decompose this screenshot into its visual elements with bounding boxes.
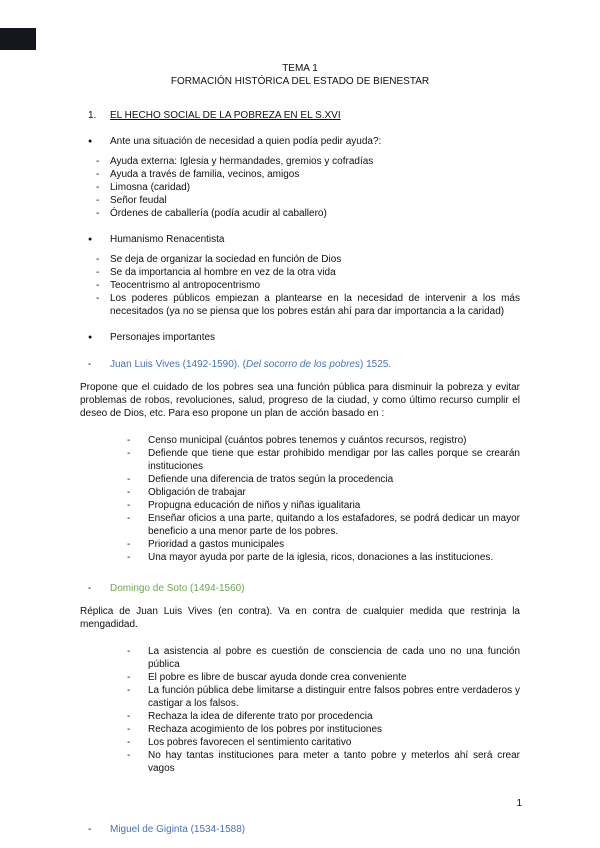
list-item: [80, 538, 520, 551]
list-item-text: Los pobres favorecen el sentimiento caritativo: [148, 737, 352, 748]
list-item: [80, 266, 520, 279]
bullet-heading-row-help: [80, 135, 520, 148]
list-item-text: Una mayor ayuda por parte de la iglesia, ricos, donaciones a las instituciones.: [148, 552, 494, 563]
list-item: [80, 486, 520, 499]
list-item-text: Señor feudal: [110, 195, 167, 206]
dash-marker: -: [96, 293, 100, 304]
list-item-text: Propugna educación de niños y niñas igualitaria: [148, 500, 361, 511]
dash-marker: -: [127, 646, 131, 657]
list-item-text: Órdenes de caballería (podía acudir al caballero): [110, 208, 327, 219]
list-item: [80, 512, 520, 538]
page-content: [80, 62, 520, 836]
bullet-heading: Personajes importantes: [110, 332, 216, 343]
paragraph-vives: Propone que el cuidado de los pobres sea una función pública para disminuir la pobreza y evitar problemas de robos, revoluciones, salud, progreso de la ciudad, y como último recurso cumplir el deseo de Dios, etc. Para eso propone un plan de acción basado en :: [80, 382, 520, 419]
doc-title-line2: FORMACIÓN HISTÓRICA DEL ESTADO DE BIENESTAR: [170, 76, 430, 87]
list-item: [80, 684, 520, 710]
list-item-text: Limosna (caridad): [110, 182, 191, 193]
list-item: [80, 645, 520, 671]
list-item: [80, 749, 520, 775]
list-item: [80, 723, 520, 736]
dash-marker: -: [127, 672, 131, 683]
list-item: [80, 434, 520, 447]
dash-marker: -: [96, 254, 100, 265]
list-item-text: Los poderes públicos empiezan a plantearse en la necesidad de intervenir a los más necesitados (ya no se piensa que los pobres están ahí para dar importancia a la caridad): [110, 293, 520, 317]
author-heading-vives-text: [110, 358, 520, 371]
doc-title-line1: TEMA 1: [282, 63, 318, 74]
list-item-text: Prioridad a gastos municipales: [148, 539, 285, 550]
list-item: [80, 499, 520, 512]
dash-marker: -: [96, 280, 100, 291]
list-item: [80, 194, 520, 207]
list-item: [80, 253, 520, 266]
dash-marker: -: [127, 539, 131, 550]
page-number: 1: [516, 798, 522, 809]
list-item-text: La asistencia al pobre es cuestión de consciencia de cada uno no una función pública: [148, 646, 520, 670]
list-item: [80, 473, 520, 486]
list-item-text: El pobre es libre de buscar ayuda donde crea conveniente: [148, 672, 407, 683]
dash-marker: -: [127, 711, 131, 722]
list-item-text: La función pública debe limitarse a distinguir entre falsos pobres entre verdaderos y castigar a los falsos.: [148, 685, 520, 709]
author-name: Juan Luis Vives (1492-1590). (: [110, 359, 247, 370]
list-item: [80, 671, 520, 684]
dash-marker: -: [127, 474, 131, 485]
dash-marker: -: [96, 208, 100, 219]
dash-marker: -: [127, 513, 131, 524]
list-item-text: Obligación de trabajar: [148, 487, 246, 498]
dash-marker: -: [127, 737, 131, 748]
list-item-text: Ayuda externa: Iglesia y hermandades, gremios y cofradías: [110, 156, 374, 167]
dash-list-external-help: [80, 155, 520, 220]
corner-mark: [0, 28, 36, 50]
list-item: [80, 447, 520, 473]
bullet-icon: ●: [88, 334, 93, 341]
dash-marker: -: [88, 583, 92, 594]
bullet-heading-row-figures: [80, 331, 520, 344]
dash-marker: -: [127, 448, 131, 459]
list-item-text: Defiende que tiene que estar prohibido mendigar por las calles porque se crearán instituciones: [148, 448, 520, 472]
list-item-text: Enseñar oficios a una parte, quitando a los estafadores, se podrá dedicar un mayor beneficio a una menor parte de los pobres.: [148, 513, 520, 537]
section-heading: EL HECHO SOCIAL DE LA POBREZA EN EL S.XVI: [110, 110, 341, 121]
list-item: [80, 168, 520, 181]
list-item-text: Censo municipal (cuántos pobres tenemos y cuántos recursos, registro): [148, 435, 467, 446]
list-item: [80, 207, 520, 220]
list-item: [80, 710, 520, 723]
work-year: ) 1525.: [359, 359, 392, 370]
work-title: Del socorro de los pobres: [246, 359, 360, 370]
dash-marker: -: [127, 685, 131, 696]
bullet-icon: ●: [88, 236, 93, 243]
dash-list-vives-plan: [80, 434, 520, 564]
list-item: [80, 551, 520, 564]
list-item-text: Teocentrismo al antropocentrismo: [110, 280, 261, 291]
dash-marker: -: [96, 156, 100, 167]
dash-marker: -: [127, 487, 131, 498]
author-heading-giginta-text: Miguel de Giginta (1534-1588): [110, 824, 246, 835]
author-heading-soto: [80, 582, 520, 595]
dash-list-humanism: [80, 253, 520, 318]
section-heading-row: [80, 109, 520, 122]
dash-marker: -: [88, 824, 92, 835]
list-item-text: Rechaza la idea de diferente trato por procedencia: [148, 711, 373, 722]
list-item: [80, 155, 520, 168]
list-item: [80, 292, 520, 318]
dash-list-soto-points: [80, 645, 520, 775]
dash-marker: -: [88, 359, 92, 370]
list-item-text: No hay tantas instituciones para meter a tanto pobre y meterlos ahí será crear vagos: [148, 750, 520, 774]
author-heading-vives: [80, 358, 520, 371]
dash-marker: -: [96, 195, 100, 206]
bullet-heading: Humanismo Renacentista: [110, 234, 225, 245]
dash-marker: -: [96, 182, 100, 193]
dash-marker: -: [127, 750, 131, 761]
list-item-text: Se deja de organizar la sociedad en función de Dios: [110, 254, 342, 265]
dash-marker: -: [96, 169, 100, 180]
list-item-text: Rechaza acogimiento de los pobres por instituciones: [148, 724, 383, 735]
author-heading-giginta: [80, 823, 520, 836]
dash-marker: -: [127, 552, 131, 563]
doc-title: [80, 62, 520, 88]
dash-marker: -: [127, 500, 131, 511]
list-item-text: Defiende una diferencia de tratos según la procedencia: [148, 474, 394, 485]
list-item: [80, 279, 520, 292]
bullet-heading-row-humanism: [80, 233, 520, 246]
dash-marker: -: [96, 267, 100, 278]
dash-marker: -: [127, 435, 131, 446]
list-item: [80, 736, 520, 749]
paragraph-soto: Réplica de Juan Luis Vives (en contra). Va en contra de cualquier medida que restrinja la mengadidad.: [80, 606, 520, 630]
list-item-text: Ayuda a través de familia, vecinos, amigos: [110, 169, 300, 180]
bullet-heading: Ante una situación de necesidad a quien podía pedir ayuda?:: [110, 136, 382, 147]
author-heading-soto-text: Domingo de Soto (1494-1560): [110, 583, 245, 594]
list-item-text: Se da importancia al hombre en vez de la otra vida: [110, 267, 336, 278]
dash-marker: -: [127, 724, 131, 735]
bullet-icon: ●: [88, 138, 93, 145]
section-number: 1.: [88, 110, 97, 121]
list-item: [80, 181, 520, 194]
